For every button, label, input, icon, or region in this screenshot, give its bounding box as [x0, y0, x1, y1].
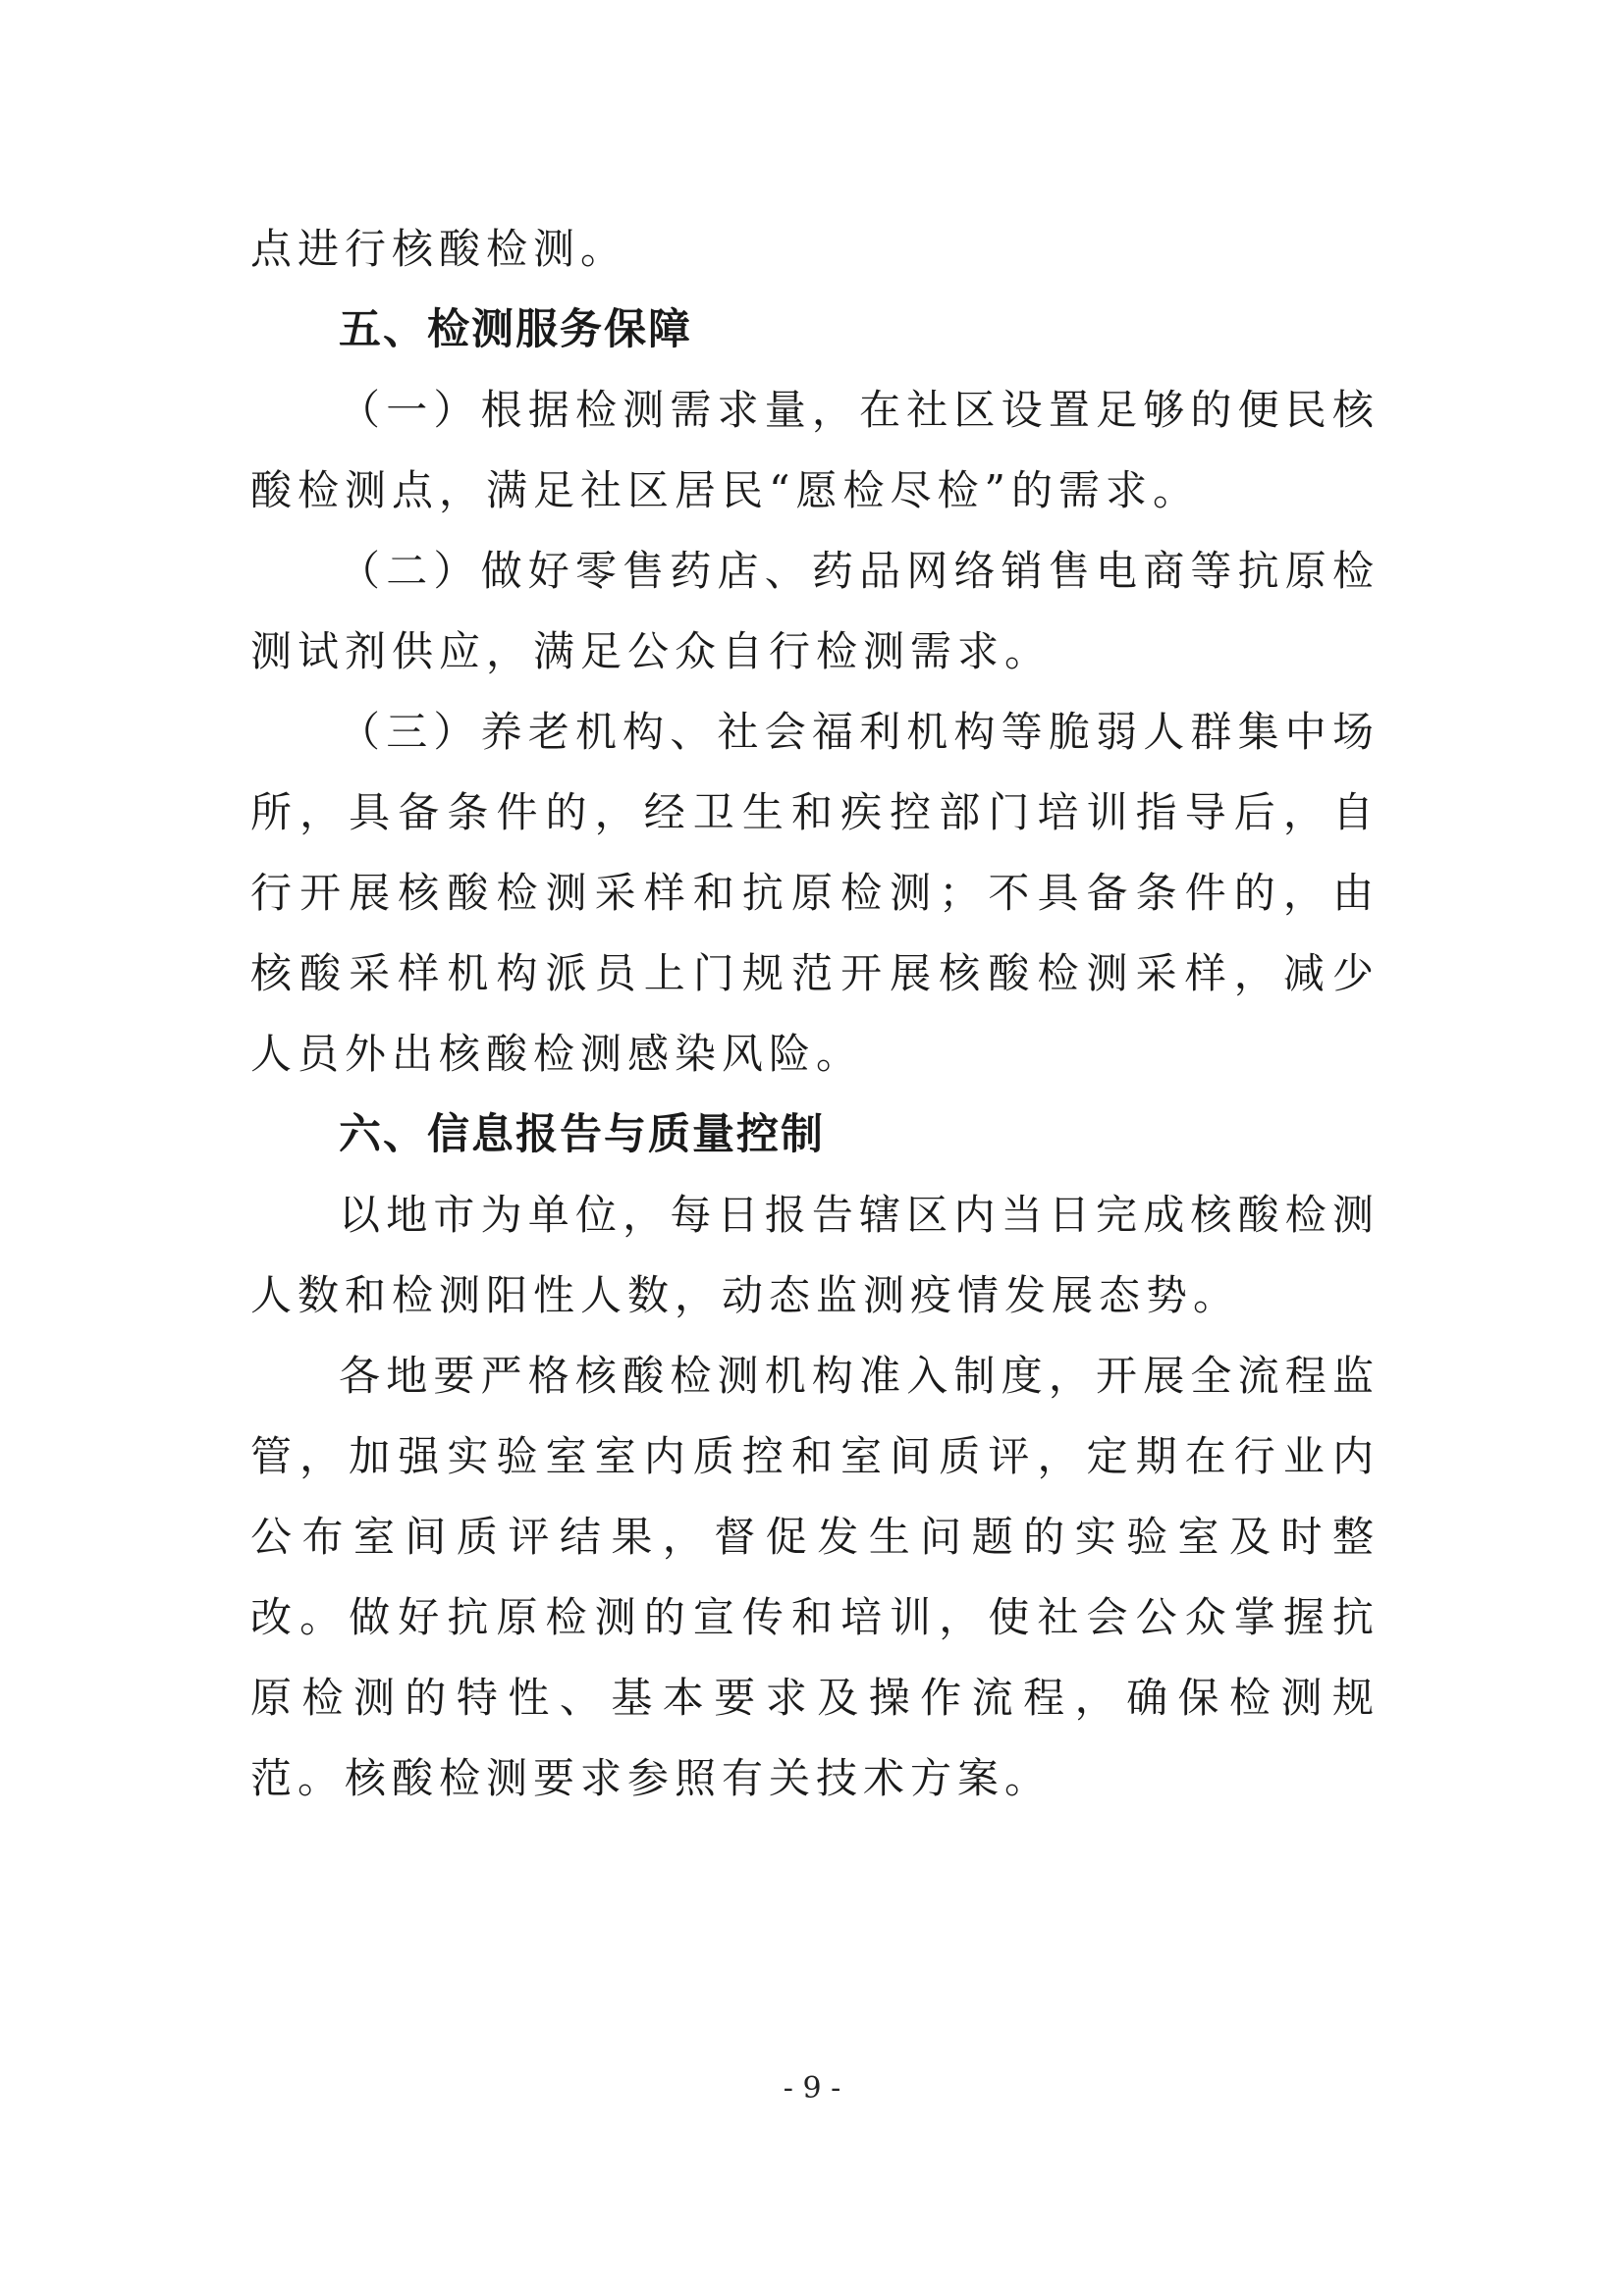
- page-number: - 9 -: [783, 2071, 841, 2106]
- section-heading-6: 六、信息报告与质量控制: [339, 1110, 825, 1159]
- paragraph-quality-control: 各地要严格核酸检测机构准入制度，开展全流程监管，加强实验室室内质控和室间质评，定期在行业内公布室间质评结果，督促发生问题的实验室及时整改。做好抗原检测的宣传和培训，使社会公众掌握抗原检测的特性、基本要求及操作流程，确保检测规范。核酸检测要求参照有关技术方案。: [250, 1352, 1380, 1802]
- paragraph-continuation: 点进行核酸检测。: [250, 225, 628, 273]
- paragraph-item-2: （二）做好零售药店、药品网络销售电商等抗原检测试剂供应，满足公众自行检测需求。: [250, 547, 1380, 675]
- paragraph-item-3: （三）养老机构、社会福利机构等脆弱人群集中场所，具备条件的，经卫生和疾控部门培训指导后，自行开展核酸检测采样和抗原检测；不具备条件的，由核酸采样机构派员上门规范开展核酸检测采样，减少人员外出核酸检测感染风险。: [250, 708, 1380, 1078]
- document-body: [250, 209, 1380, 1819]
- section-heading-5: 五、检测服务保障: [339, 305, 692, 354]
- paragraph-item-1: （一）根据检测需求量，在社区设置足够的便民核酸检测点，满足社区居民“愿检尽检”的需求。: [250, 386, 1380, 514]
- paragraph-reporting: 以地市为单位，每日报告辖区内当日完成核酸检测人数和检测阳性人数，动态监测疫情发展态势。: [250, 1191, 1380, 1319]
